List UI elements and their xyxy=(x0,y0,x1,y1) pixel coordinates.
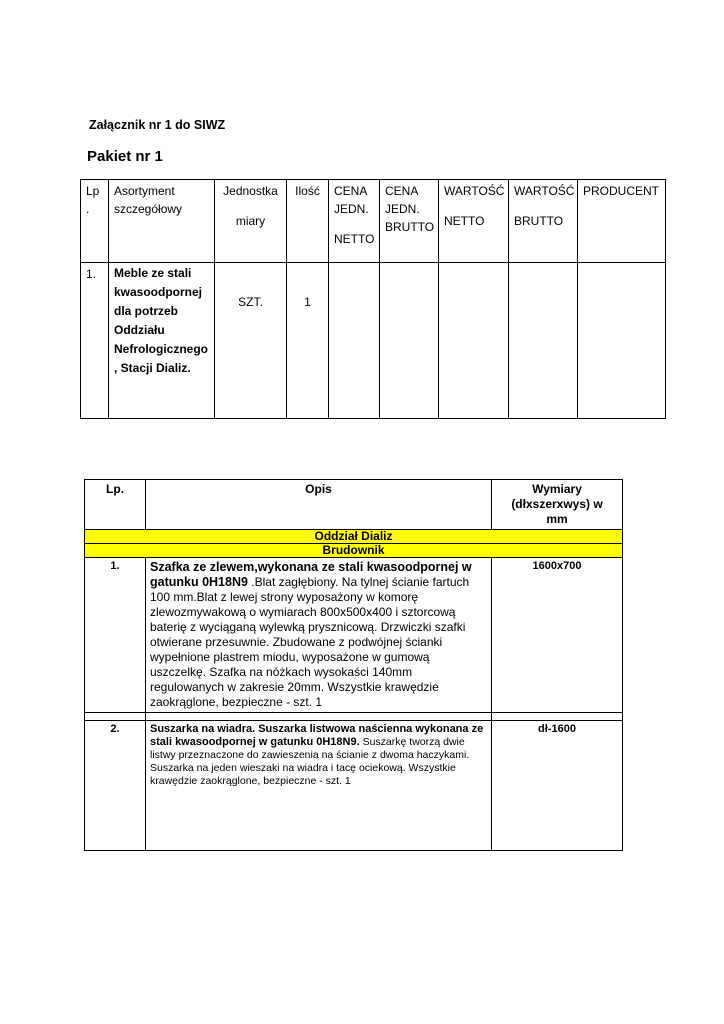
col-unit-price-net: CENA JEDN. NETTO xyxy=(329,180,380,263)
pricing-table xyxy=(80,179,666,419)
section-oddzial-dializ: Oddział Dializ xyxy=(85,530,623,544)
row-unit-price-gross xyxy=(380,263,439,419)
table-row xyxy=(85,721,623,851)
row-value-gross xyxy=(509,263,578,419)
description-table xyxy=(84,479,623,851)
col-producer: PRODUCENT xyxy=(578,180,666,263)
row-unit-price-net xyxy=(329,263,380,419)
col-unit: Jednostka miary xyxy=(215,180,287,263)
item-description: Szafka ze zlewem,wykonana ze stali kwasoodpornej w gatunku 0H18N9 .Blat zagłębiony. Na tylnej ścianie fartuch 100 mm.Blat z lewej strony wyposażony w komorę zlewozmywakową o wymiarach 800x500x400 i sztorcową baterię z wyciąganą wylewką prysznicową. Drzwiczki szafki otwierane przesuwnie. Zbudowane z podwójnej ścianki wypełnione plastrem miodu, wyposażone w gumową uszczelkę. Szafka na nóżkach wysokaści 140mm regulowanych w zakresie 20mm. Wszystkie krawędzie zaokrąglone, bezpieczne - szt. 1 xyxy=(146,558,492,713)
row-assortment: Meble ze stali kwasoodpornej dla potrzeb Oddziału Nefrologicznego , Stacji Dializ. xyxy=(109,263,215,419)
col-qty: Ilość xyxy=(287,180,329,263)
col-unit-price-gross: CENA JEDN. BRUTTO xyxy=(380,180,439,263)
row-qty: 1 xyxy=(287,263,329,419)
item-dimensions: dł-1600 xyxy=(492,721,623,851)
item-lp: 1. xyxy=(85,558,146,713)
pricing-table-header xyxy=(81,180,666,263)
item-lp: 2. xyxy=(85,721,146,851)
section-row xyxy=(85,530,623,544)
row-lp: 1. xyxy=(81,263,109,419)
spacer-row xyxy=(85,713,623,721)
section-brudownik: Brudownik xyxy=(85,544,623,558)
table-row xyxy=(81,263,666,419)
col-description: Opis xyxy=(146,480,492,530)
col-value-gross: WARTOŚĆ BRUTTO xyxy=(509,180,578,263)
col-value-net: WARTOŚĆ NETTO xyxy=(439,180,509,263)
col-assortment: Asortyment szczegółowy xyxy=(109,180,215,263)
row-producer xyxy=(578,263,666,419)
table-row xyxy=(85,558,623,713)
description-table-header xyxy=(85,480,623,530)
col-dimensions: Wymiary (dłxszerxwys) w mm xyxy=(492,480,623,530)
row-unit: SZT. xyxy=(215,263,287,419)
col-lp: Lp. xyxy=(85,480,146,530)
item-dimensions: 1600x700 xyxy=(492,558,623,713)
col-lp: Lp . xyxy=(81,180,109,263)
item-description: Suszarka na wiadra. Suszarka listwowa naścienna wykonana ze stali kwasoodpornej w gatunku 0H18N9. Suszarkę tworzą dwie listwy przeznaczone do zawieszenia na ścianie z dwoma haczykami. Suszarka na jeden wieszaki na wiadra i tacę ociekową. Wszystkie krawędzie zaokrąglone, bezpieczne - szt. 1 xyxy=(146,721,492,851)
attachment-title: Załącznik nr 1 do SIWZ xyxy=(89,118,226,132)
package-title: Pakiet nr 1 xyxy=(87,148,163,165)
row-value-net xyxy=(439,263,509,419)
section-row xyxy=(85,544,623,558)
